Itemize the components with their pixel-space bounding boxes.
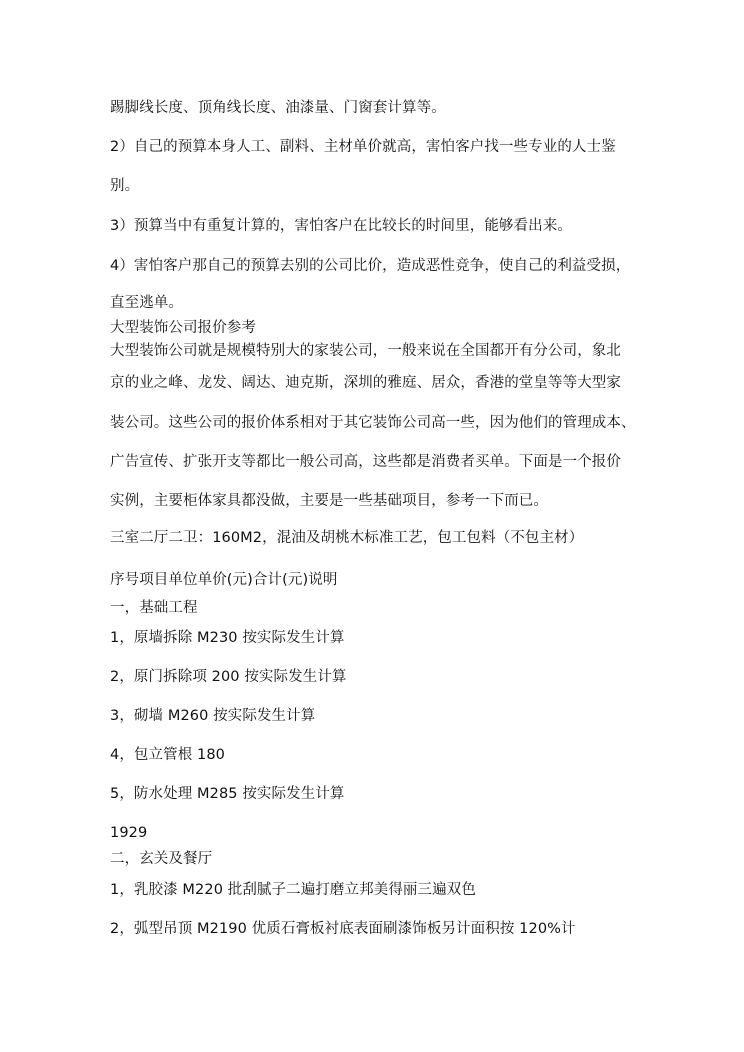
- text-line-10: 装公司。这些公司的报价体系相对于其它装饰公司高一些，因为他们的管理成本、: [110, 415, 636, 431]
- text-line-6: 直至逃单。: [110, 295, 183, 311]
- text-line-8: 大型装饰公司就是规模特别大的家装公司，一般来说在全国都开有分公司，象北: [110, 343, 621, 359]
- subtotal-value: 1929: [110, 825, 148, 841]
- table-header-line: 序号项目单位单价(元)合计(元)说明: [110, 572, 338, 588]
- text-line-4: 3）预算当中有重复计算的，害怕客户在比较长的时间里，能够看出来。: [110, 218, 572, 234]
- text-line-11: 广告宣传、扩张开支等都比一般公司高，这些都是消费者买单。下面是一个报价: [110, 454, 621, 470]
- text-line-3: 别。: [110, 178, 140, 194]
- text-line-9: 京的业之峰、龙发、阔达、迪克斯，深圳的雅庭、居众，香港的堂皇等等大型家: [110, 375, 621, 391]
- text-line-1: 踢脚线长度、顶角线长度、油漆量、门窗套计算等。: [110, 100, 446, 116]
- list-item: 5，防水处理 M285 按实际发生计算: [110, 786, 345, 802]
- subsection-heading-1: 一，基础工程: [110, 600, 198, 616]
- subsection-heading-2: 二，玄关及餐厅: [110, 851, 213, 867]
- text-line-5: 4）害怕客户那自己的预算去别的公司比价，造成恶性竞争，使自己的利益受损，: [110, 258, 631, 274]
- text-line-2: 2）自己的预算本身人工、副料、主材单价就高，害怕客户找一些专业的人士鉴: [110, 139, 616, 155]
- list-item: 2，弧型吊顶 M2190 优质石膏板衬底表面刷漆饰板另计面积按 120%计: [110, 921, 576, 937]
- list-item: 3，砌墙 M260 按实际发生计算: [110, 708, 316, 724]
- section-heading: 大型装饰公司报价参考: [110, 320, 256, 336]
- list-item: 1，乳胶漆 M220 批刮腻子二遍打磨立邦美得丽三遍双色: [110, 882, 476, 898]
- list-item: 4，包立管根 180: [110, 747, 226, 763]
- text-line-12: 实例，主要柜体家具都没做，主要是一些基础项目，参考一下而已。: [110, 493, 548, 509]
- text-line-13: 三室二厅二卫：160M2，混油及胡桃木标准工艺，包工包料（不包主材）: [110, 530, 584, 546]
- list-item: 2，原门拆除项 200 按实际发生计算: [110, 669, 347, 685]
- list-item: 1，原墙拆除 M230 按实际发生计算: [110, 630, 345, 646]
